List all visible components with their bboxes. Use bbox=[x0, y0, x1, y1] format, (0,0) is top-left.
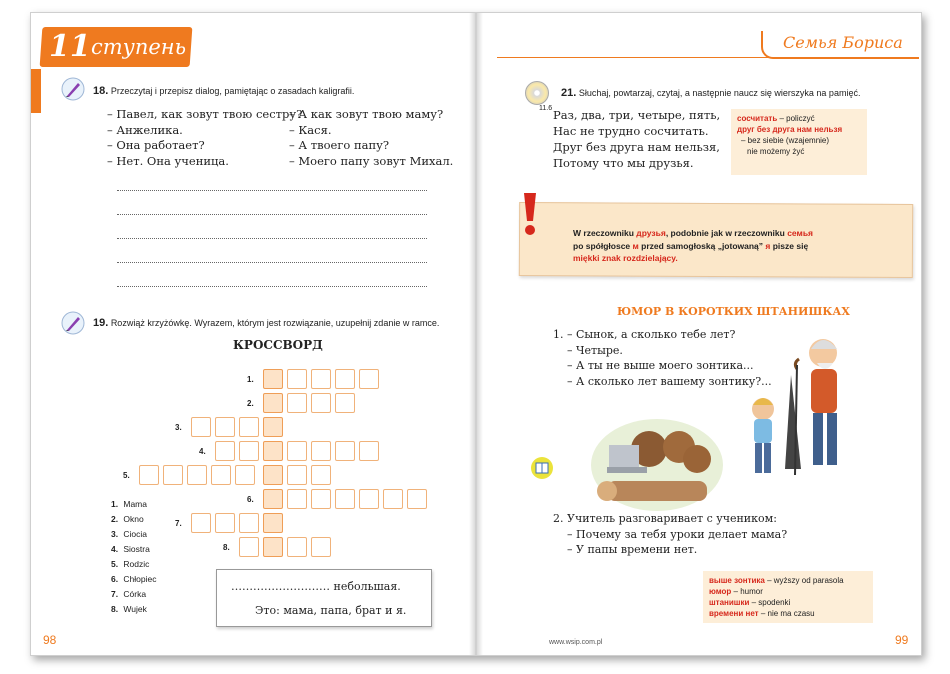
crossword-cell[interactable] bbox=[215, 441, 235, 461]
row-number: 6. bbox=[247, 495, 254, 504]
bears-laptop-illustration bbox=[587, 411, 727, 517]
crossword-cell-key[interactable] bbox=[263, 441, 283, 461]
crossword-cell[interactable] bbox=[287, 369, 307, 389]
page-number-right: 99 bbox=[895, 633, 909, 647]
crossword-cell[interactable] bbox=[359, 489, 379, 509]
dialog-column-1 bbox=[107, 107, 302, 169]
exercise-21-heading bbox=[561, 87, 860, 99]
crossword-cell[interactable] bbox=[383, 489, 403, 509]
crossword-cell[interactable] bbox=[235, 465, 255, 485]
joke-2 bbox=[553, 511, 787, 558]
crossword-cell[interactable] bbox=[239, 513, 259, 533]
joke-line: – Четыре. bbox=[567, 343, 623, 357]
exercise-21-instruction: Słuchaj, powtarzaj, czytaj, a następnie naucz się wierszyka na pamięć. bbox=[578, 88, 861, 98]
vocabulary-box: сосчитать – policzyć друг без друга нам нельзя – bez siebie (wzajemnie) nie możemy żyć bbox=[731, 109, 867, 175]
poem-line: Нас не трудно сосчитать. bbox=[553, 124, 709, 138]
textbook-spread bbox=[30, 12, 922, 656]
exercise-18-heading bbox=[93, 85, 354, 97]
exercise-18-instruction: Przeczytaj i przepisz dialog, pamiętając o zasadach kaligrafii. bbox=[110, 86, 355, 96]
row-number: 7. bbox=[175, 519, 182, 528]
row-number: 4. bbox=[199, 447, 206, 456]
crossword-cell-key[interactable] bbox=[263, 393, 283, 413]
crossword-cell-key[interactable] bbox=[263, 417, 283, 437]
writing-line[interactable] bbox=[117, 261, 427, 263]
crossword-cell[interactable] bbox=[211, 465, 231, 485]
dialog-column-2 bbox=[289, 107, 453, 169]
right-page bbox=[477, 13, 921, 655]
crossword-cell[interactable] bbox=[335, 489, 355, 509]
exercise-18-number: 18. bbox=[93, 85, 109, 97]
crossword-cell[interactable] bbox=[163, 465, 183, 485]
poem-line: Друг без друга нам нельзя, bbox=[553, 140, 720, 154]
crossword-cell[interactable] bbox=[139, 465, 159, 485]
dialog-line: – А твоего папу? bbox=[289, 138, 390, 152]
exercise-21-number: 21. bbox=[561, 87, 577, 99]
crossword-cell[interactable] bbox=[359, 369, 379, 389]
crossword-cell[interactable] bbox=[359, 441, 379, 461]
crossword-cell-key[interactable] bbox=[263, 537, 283, 557]
grammar-note-text: W rzeczowniku друзья, podobnie jak w rzeczowniku семья po spółgłosce м przed samogłoską „jotowaną” я pisze się miękki znak rozdzielający. bbox=[573, 228, 814, 263]
answer-line[interactable]: ……………………… небольшая. bbox=[231, 580, 401, 593]
humor-section-title: ЮМОР В КОРОТКИХ ШТАНИШКАХ bbox=[617, 305, 850, 318]
left-page bbox=[31, 13, 473, 655]
crossword-cell[interactable] bbox=[311, 393, 331, 413]
joke-line: – А ты не выше моего зонтика... bbox=[567, 359, 754, 372]
writing-line[interactable] bbox=[117, 237, 427, 239]
crossword-cell[interactable] bbox=[311, 537, 331, 557]
crossword-cell[interactable] bbox=[287, 393, 307, 413]
writing-line[interactable] bbox=[117, 285, 427, 287]
grandfather-child-illustration bbox=[737, 329, 887, 489]
crossword-cell[interactable] bbox=[311, 441, 331, 461]
crossword-cell[interactable] bbox=[287, 465, 307, 485]
dialog-line: – Кася. bbox=[289, 122, 332, 137]
lesson-number: 11 bbox=[49, 29, 91, 64]
crossword-title: КРОССВОРД bbox=[233, 338, 323, 352]
exercise-19-instruction: Rozwiąż krzyżówkę. Wyrazem, którym jest rozwiązanie, uzupełnij zdanie w ramce. bbox=[110, 318, 440, 328]
dialog-line: – Анжелика. bbox=[107, 122, 183, 137]
exclamation-icon bbox=[521, 191, 539, 237]
lesson-tab-frame bbox=[31, 69, 41, 113]
crossword-cell-key[interactable] bbox=[263, 489, 283, 509]
crossword-cell[interactable] bbox=[335, 441, 355, 461]
row-number: 3. bbox=[175, 423, 182, 432]
row-number: 5. bbox=[123, 471, 130, 480]
crossword-cell[interactable] bbox=[311, 465, 331, 485]
joke-line: – Почему за тебя уроки делает мама? bbox=[567, 527, 788, 541]
crossword-cell[interactable] bbox=[191, 513, 211, 533]
track-number: 11.6 bbox=[539, 105, 553, 112]
crossword-cell[interactable] bbox=[191, 417, 211, 437]
writing-line[interactable] bbox=[117, 189, 427, 191]
pen-icon bbox=[61, 77, 85, 101]
poem-line: Потому что мы друзья. bbox=[553, 156, 694, 170]
row-number: 8. bbox=[223, 543, 230, 552]
row-number: 1. bbox=[247, 375, 254, 384]
clue: 7. Córka bbox=[111, 589, 147, 599]
crossword-cell[interactable] bbox=[215, 513, 235, 533]
pen-icon bbox=[61, 311, 85, 335]
crossword-cell[interactable] bbox=[311, 369, 331, 389]
clue: 5. Rodzic bbox=[111, 559, 150, 569]
row-number: 2. bbox=[247, 399, 254, 408]
dialog-line: – Моего папу зовут Михал. bbox=[289, 153, 454, 168]
clue: 2. Okno bbox=[111, 514, 144, 524]
clue: 6. Chłopiec bbox=[111, 574, 157, 584]
joke-line: 2. Учитель разговаривает с учеником: bbox=[553, 512, 777, 525]
dialog-line: – Она работает? bbox=[107, 138, 205, 152]
crossword-cell[interactable] bbox=[239, 441, 259, 461]
vocabulary-box-2: выше зонтика – wyższy od parasola юмор – humor штанишки – spodenki времени нет – nie ma czasu bbox=[703, 571, 873, 623]
dialog-line: – А как зовут твою маму? bbox=[289, 107, 444, 121]
poem-line: Раз, два, три, четыре, пять, bbox=[553, 108, 721, 122]
clue: 4. Siostra bbox=[111, 544, 150, 554]
answer-sentence: Это: мама, папа, брат и я. bbox=[255, 604, 407, 617]
crossword-cell[interactable] bbox=[311, 489, 331, 509]
crossword-cell-key[interactable] bbox=[263, 513, 283, 533]
dialog-line: – Нет. Она ученица. bbox=[107, 153, 229, 168]
crossword-cell[interactable] bbox=[335, 393, 355, 413]
publisher-website[interactable]: www.wsip.com.pl bbox=[549, 639, 603, 646]
crossword-cell[interactable] bbox=[287, 489, 307, 509]
joke-line: – А сколько лет вашему зонтику?... bbox=[567, 374, 772, 388]
chapter-title: Семья Бориса bbox=[783, 33, 903, 52]
lesson-word: ступень bbox=[91, 35, 187, 59]
clue: 3. Ciocia bbox=[111, 529, 147, 539]
poem bbox=[553, 107, 720, 171]
crossword-cell[interactable] bbox=[407, 489, 427, 509]
crossword-clues bbox=[111, 497, 156, 617]
clue: 1. Mama bbox=[111, 499, 147, 509]
clue: 8. Wujek bbox=[111, 604, 147, 614]
joke-line: – У папы времени нет. bbox=[567, 543, 698, 556]
exercise-19-number: 19. bbox=[93, 317, 109, 329]
crossword-cell[interactable] bbox=[239, 417, 259, 437]
cd-audio-icon[interactable] bbox=[525, 81, 549, 105]
crossword-cell[interactable] bbox=[287, 441, 307, 461]
writing-line[interactable] bbox=[117, 213, 427, 215]
reading-book-icon[interactable] bbox=[531, 457, 553, 479]
crossword-cell[interactable] bbox=[215, 417, 235, 437]
exercise-19-heading bbox=[93, 317, 439, 329]
crossword-cell-key[interactable] bbox=[263, 369, 283, 389]
dialog-line: – Павел, как зовут твою сестру? bbox=[107, 107, 303, 121]
answer-box bbox=[216, 569, 432, 627]
crossword-cell-key[interactable] bbox=[263, 465, 283, 485]
crossword-cell[interactable] bbox=[287, 537, 307, 557]
crossword-cell[interactable] bbox=[335, 369, 355, 389]
crossword-cell[interactable] bbox=[187, 465, 207, 485]
page-number-left: 98 bbox=[43, 633, 57, 647]
crossword-cell[interactable] bbox=[239, 537, 259, 557]
joke-line: 1. – Сынок, а сколько тебе лет? bbox=[553, 328, 736, 341]
